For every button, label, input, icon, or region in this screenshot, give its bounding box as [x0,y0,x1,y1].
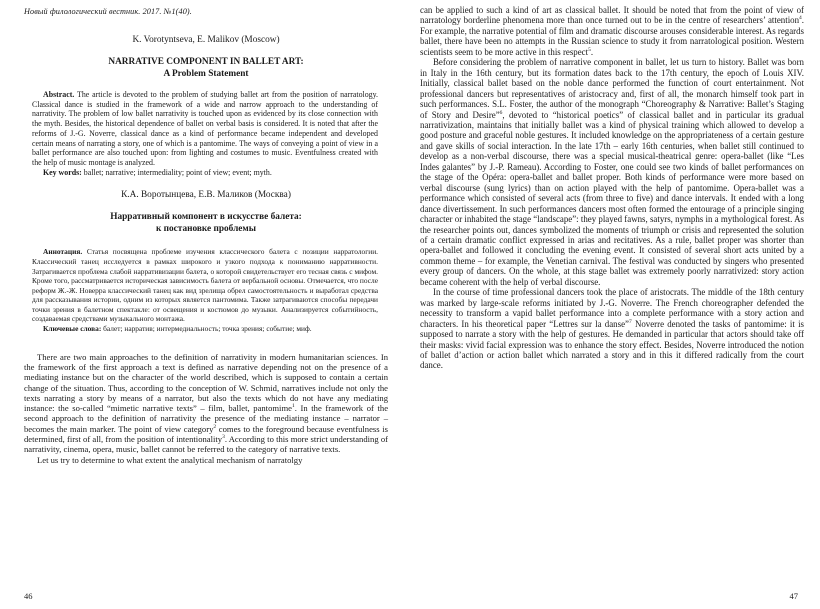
page-number-right: 47 [789,591,798,601]
authors-en: K. Vorotyntseva, E. Malikov (Moscow) [132,35,280,45]
right-page [410,0,820,609]
keywords-text: ballet; narrative; intermediality; point of view; event; myth. [83,167,272,177]
text-run: Before considering the problem of narrative component in ballet, let us turn to history. Ballet was born in Italy in the 16th century, but its formation dates back to the 17th century, the epoch of Louis XIV. Initially, classical ballet based on the noble dance performed the function of court entertainment. Not professional dancers but representatives of aristocracy and, first of all, the monarch himself took part in such performances. S.L. Foster, the author of the monograph “Choreography & Narrative: Ballet’s Staging of Story and Desire” [420,57,804,120]
keywords-ru-label: Ключевые слова: [43,324,102,334]
body-text-left [24,352,388,465]
footnote-ref-5[interactable]: 5 [588,46,591,53]
text-run: Noverre denoted the tasks of pantomime: it is supposed to narrate a story with the help of gestures. He demanded in particular that actors should take off their masks: vivid facial expression was to enhance the story effect. Besides, Noverre introduced the notion of ballet d’action or action ballet which narrated a story and in this it differed radically from the court dance. [420,318,804,371]
text-run: There are two main approaches to the definition of narrativity in modern humanitarian sciences. In the framework of the first approach a text is defined as narrative depending not on the presence of a mediating instance but on the character of the world described, which is supposed to contain a certain change of the situation. Thus, according to the conception of W. Schmid, narratives include not only the texts narrating a story by means of a narrator, but also the texts which do not have any mediating instance: the so-called “mimetic narrative texts” – film, ballet, pantomime [24,351,388,414]
abstract-text: The article is devoted to the problem of studying ballet art from the position of narratology. Classical dance is studied in the framework of a wide and narrow approach to the understanding of narrativity. The problem of low ballet narrativity is touched upon as evidenced by its close connection with the myth. Besides, the historical dependence of ballet on verbal basis is considered. It is noted that after the reforms of J.-G. Noverre, classical dance as a kind of performance became independent and developed certain means of narrating a story, one of which is a pantomime. The ways of conveying a point of view in a ballet performance are also touched upon: from lighting and costumes to music. Eventfulness created with the help of music montage is analyzed. [32,90,378,167]
footnote-ref-1[interactable]: 1 [291,403,295,410]
abstract-en [32,90,378,177]
keywords-label: Key words: [43,167,82,177]
left-page-content [24,34,388,465]
keywords-paragraph [32,168,378,178]
text-run: , devoted to “historical poetics” of classical ballet and in particular its gradual narrativization, maintains that initially ballet was a kind of physical training which allowed to develop a good posture and graceful noble gestures. It included knowledge on the appropriateness of a certain gesture and gave skills of social interaction. In the late 17th – early 16th centuries, when ballet still continued to develop as a non-verbal discourse, there was a special musical-theatrical genre: opera-ballet (like “Les Indes galantes” by J.-P. Rameau). According to Foster, one could see two kinds of ballet performances on the stage of the Opéra: opera-ballet and ballet proper. Both kinds of performance were more based on verbal discourse (sung lyrics) than on action played with the help of pantomime. Opera-ballet was a performance which consisted of several acts (from three to five) and dance intervals. It ended with a long dance divertissement. In such performances dancers most often formed the entourage of a principle singing character or inhabited the stage “landscape”: they played fawns, satyrs, nymphs in a mythological forest. As the researcher points out, dances symbolized the moments of triumph or crisis and represented the solution of a certain dramatic conflict expressed in arias and recitatives. As a rule, ballet proper was shorter than opera-ballet and followed it concluding the evening event. It consisted of several short acts united by a common theme – for example, the Venetian carnival. The festival was conducted by singers who presented every group of dancers. On the whole, at this stage ballet was extremely poorly narrativized: story action became coherent with the help of verbal discourse. [420,109,804,287]
abstract-ru-text: Статья посвящена проблеме изучения классического балета с позиции нарратологии. Классический танец исследуется в рамках широкого и узкого подхода к пониманию нарративности. Затрагивается проблема слабой нарративизации балета, о которой свидетельствует его тесная связь с мифом. Кроме того, рассматривается историческая зависимость балета от вербальной основы. Отмечается, что после реформ Ж.-Ж. Новерра классический танец как вид зрелища обрел самостоятельность и выработал средства для рассказывания истории, одним из которых является пантомима. Также затрагиваются способы передачи точки зрения в балетном спектакле: от освещения и костюмов до музыки. Анализируется событийность, создаваемая средствами музыкального монтажа. [32,247,378,324]
article-title-en [24,57,388,80]
title-ru-line-2: к постановке проблемы [155,223,257,234]
footnote-ref-4[interactable]: 4 [799,15,802,22]
left-page [0,0,400,609]
abstract-paragraph [32,90,378,168]
right-page-content [420,5,804,371]
text-run: . In the framework of the second approach to the definition of narrativity the presence of the mediating instance – narrator – becomes the main marker. The point of view category [24,403,389,434]
body-paragraph-continued [420,5,804,57]
text-run: . [590,46,594,57]
footnote-ref-6[interactable]: 6 [499,109,503,116]
footnote-ref-7[interactable]: 7 [628,318,632,325]
abstract-ru [32,247,378,333]
body-paragraph-history [420,57,804,287]
text-run: . According to this more strict understanding of narrativity, cinema, opera, music, ballet cannot be referred to the category of narrative texts. [24,434,388,455]
title-ru-line-1: Нарративный компонент в искусстве балета: [110,212,302,223]
abstract-ru-paragraph [32,247,378,324]
footnote-ref-2[interactable]: 2 [213,423,217,430]
page-number-left: 46 [24,591,33,601]
title-line-2: A Problem Statement [163,68,249,79]
abstract-ru-label: Аннотация. [43,247,83,257]
text-run: can be applied to such a kind of art as classical ballet. It should be noted that from the point of view of narratology borderline phenomena more than once turned out to be in the centre of researchers’ attention [420,5,804,26]
article-title-ru [24,212,388,235]
footnote-ref-3[interactable]: 3 [222,434,225,441]
keywords-ru-paragraph [32,324,378,334]
text-run: comes to the foreground because eventfulness is determined, first of all, from the position of intentionality [24,423,388,445]
authors-ru: К.А. Воротынцева, Е.В. Маликов (Москва) [121,190,291,201]
body-paragraph-1 [24,352,388,455]
title-line-1: NARRATIVE COMPONENT IN BALLET ART: [108,57,304,67]
abstract-label: Abstract. [43,90,75,99]
body-paragraph-noverre [420,287,804,371]
text-run: In the course of time professional dancers took the place of aristocrats. The middle of the 18th century was marked by large-scale reforms initiated by J.-G. Noverre. The French choreographer defended the necessity to transform a vapid ballet performance into a complete performance with a story action and characters. In his theoretical paper “Lettres sur la danse” [420,287,804,329]
body-text-right [420,5,804,371]
keywords-ru-text: балет; нарратив; интермедиальность; точка зрения; событие; миф. [103,324,312,334]
text-run: . For example, the narrative potential of film and dramatic discourse arouses considerable interest. As regards ballet, there have been no attempts in the Russian science to study it from narratological position. Western scientists seem to be more active in this respect [420,15,804,57]
body-paragraph-2: Let us try to determine to what extent the analytical mechanism of narratolgy [37,454,303,465]
running-head: Новый филологический вестник. 2017. №1(40). [24,7,192,16]
